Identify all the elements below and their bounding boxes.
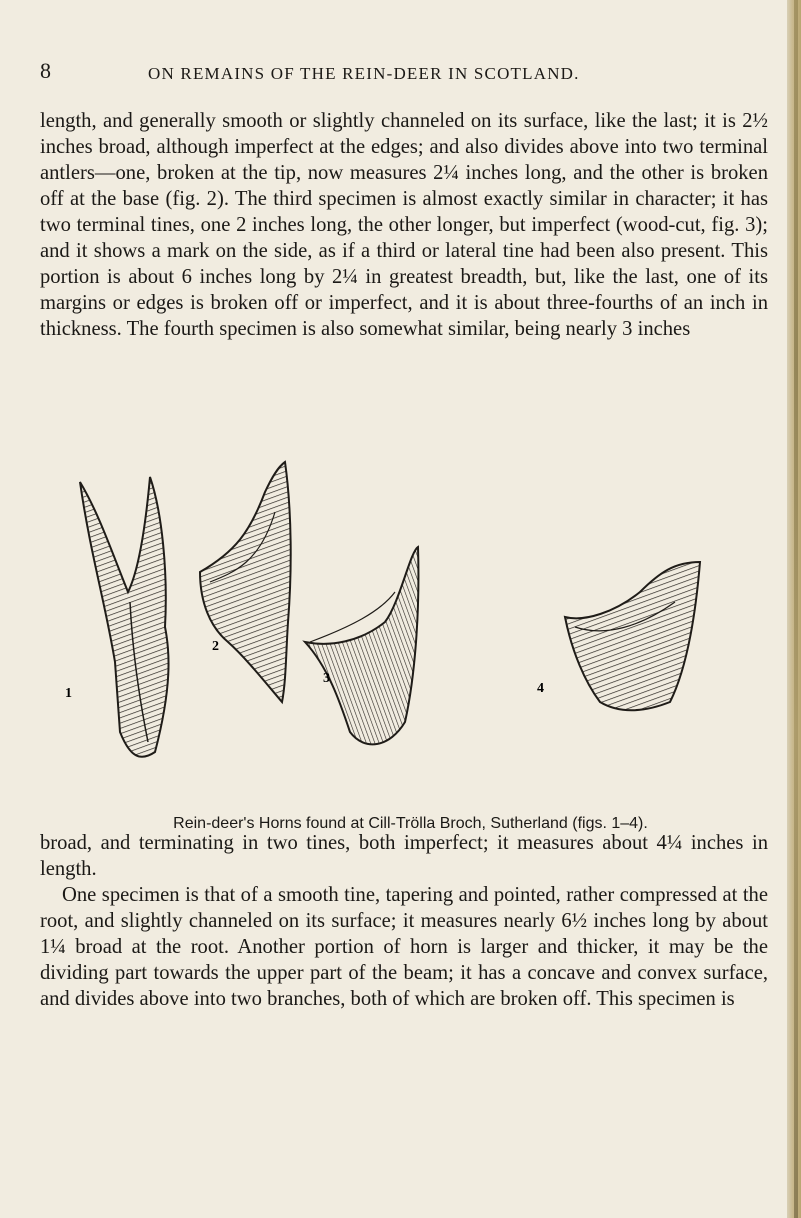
antler-illustration xyxy=(60,452,760,782)
figure-label-3: 3 xyxy=(323,671,330,686)
antler-fig-3 xyxy=(305,547,418,744)
paragraph-3: One specimen is that of a smooth tine, tapering and pointed, rather compressed at the root, and slightly channeled on its surface; it measures nearly 6½ inches long by about 1¼ broad at the root. Another portion of horn is larger and thicker, it may be the dividing part towards the upper part of the beam; it has a concave and convex surface, and divides above into two branches, both of which are broken off. This specimen is xyxy=(40,884,768,1010)
figure-label-4: 4 xyxy=(537,681,544,696)
running-title: ON REMAINS OF THE REIN-DEER IN SCOTLAND. xyxy=(148,64,580,83)
antler-figure xyxy=(60,452,760,782)
page-edge-shadow xyxy=(794,0,798,1218)
paragraph-1: length, and generally smooth or slightly channeled on its surface, like the last; it is 2½ inches broad, although imperfect at the edges; and also divides above into two terminal antlers—one, broken at the tip, now measures 2¼ inches long, and the other is broken off at the base (fig. 2). The third specimen is almost exactly similar in character; it has two terminal tines, one 2 inches long, the other longer, but imperfect (wood-cut, fig. 3); and it shows a mark on the side, as if a third or lateral tine had been also present. This portion is about 6 inches long by 2¼ in greatest breadth, but, like the last, one of its margins or edges is broken off or imperfect, and it is about three-fourths of an inch in thickness. The fourth specimen is also somewhat similar, being nearly 3 inches xyxy=(40,110,768,340)
antler-fig-4 xyxy=(565,562,700,710)
figure-label-1: 1 xyxy=(65,686,72,701)
figure-caption-text: Rein-deer's Horns found at Cill-Trölla Broch, Sutherland (figs. 1–4). xyxy=(173,815,648,832)
antler-fig-1 xyxy=(80,477,169,757)
page-number: 8 xyxy=(40,58,51,83)
page-header xyxy=(0,58,801,88)
paragraph-2: broad, and terminating in two tines, both imperfect; it measures about 4¼ inches in length. xyxy=(40,832,768,880)
figure-label-2: 2 xyxy=(212,639,219,654)
antler-fig-2 xyxy=(200,462,291,702)
